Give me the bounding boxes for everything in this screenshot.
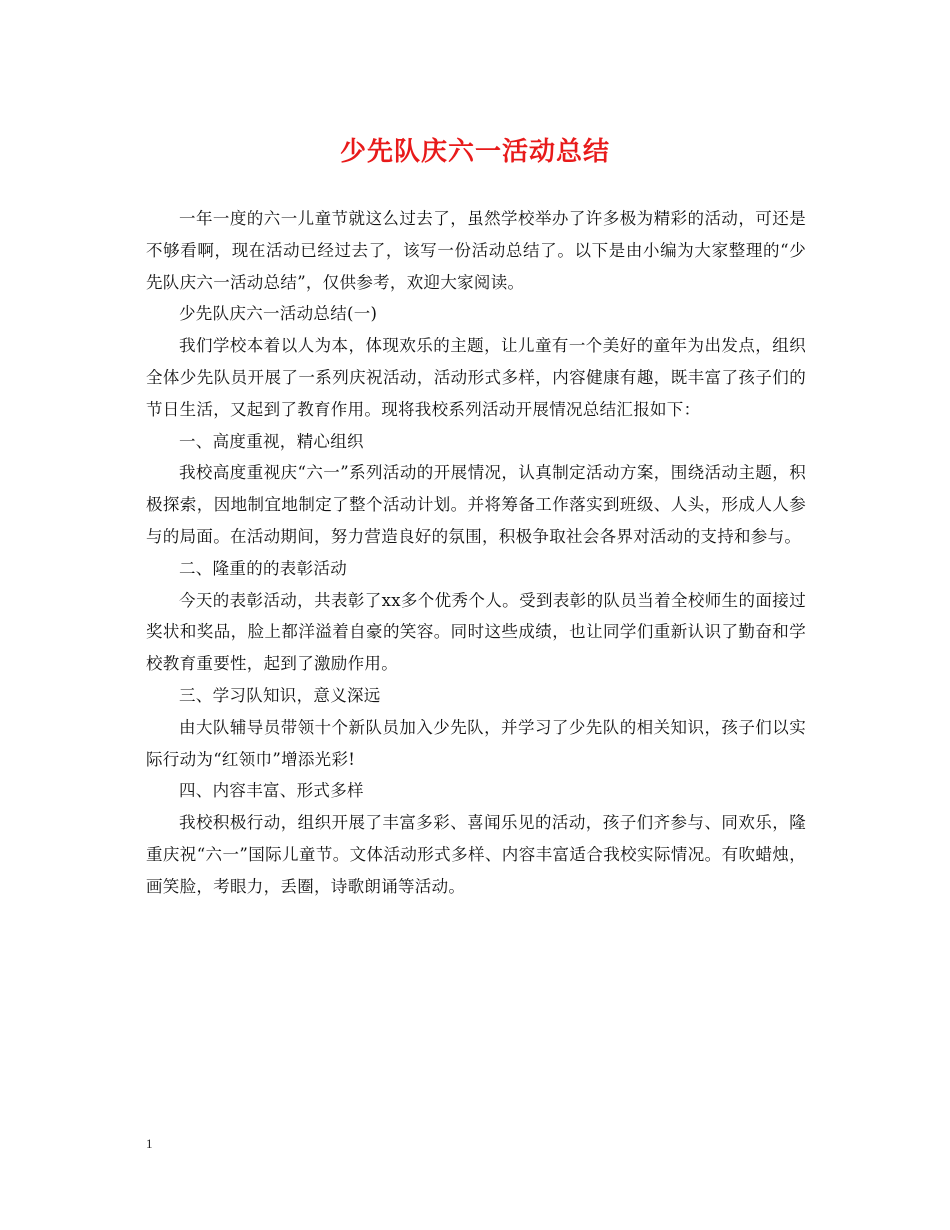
document-body [146, 203, 806, 903]
section-heading-2: 二、隆重的的表彰活动 [179, 558, 347, 578]
body-paragraph: 我校积极行动，组织开展了丰富多彩、喜闻乐见的活动，孩子们齐参与、同欢乐，隆重庆祝“六一”国际儿童节。文体活动形式多样、内容丰富适合我校实际情况。有吹蜡烛，画笑脸，考眼力，丢圈，诗歌朗诵等活动。 [146, 813, 806, 896]
body-paragraph: 我校高度重视庆“六一”系列活动的开展情况，认真制定活动方案，围绕活动主题，积极探索，因地制宜地制定了整个活动计划。并将筹备工作落实到班级、人头，形成人人参与的局面。在活动期间，努力营造良好的氛围，积极争取社会各界对活动的支持和参与。 [146, 463, 806, 546]
section-heading-summary-1: 少先队庆六一活动总结(一) [179, 304, 378, 324]
section-heading-3: 三、学习队知识，意义深远 [179, 685, 381, 705]
body-paragraph: 由大队辅导员带领十个新队员加入少先队，并学习了少先队的相关知识，孩子们以实际行动为“红领巾”增添光彩! [146, 717, 806, 769]
intro-paragraph: 一年一度的六一儿童节就这么过去了，虽然学校举办了许多极为精彩的活动，可还是不够看啊，现在活动已经过去了，该写一份活动总结了。以下是由小编为大家整理的“少先队庆六一活动总结”，仅供参考，欢迎大家阅读。 [146, 209, 806, 292]
body-paragraph: 我们学校本着以人为本，体现欢乐的主题，让儿童有一个美好的童年为出发点，组织全体少先队员开展了一系列庆祝活动，活动形式多样，内容健康有趣，既丰富了孩子们的节日生活，又起到了教育作用。现将我校系列活动开展情况总结汇报如下： [146, 336, 806, 419]
section-heading-1: 一、高度重视，精心组织 [179, 431, 364, 451]
body-paragraph: 今天的表彰活动，共表彰了xx多个优秀个人。受到表彰的队员当着全校师生的面接过奖状和奖品，脸上都洋溢着自豪的笑容。同时这些成绩，也让同学们重新认识了勤奋和学校教育重要性，起到了激励作用。 [146, 590, 806, 674]
section-heading-4: 四、内容丰富、形式多样 [179, 781, 364, 801]
document-title: 少先队庆六一活动总结 [339, 137, 610, 167]
page-number: 1 [146, 1136, 153, 1151]
